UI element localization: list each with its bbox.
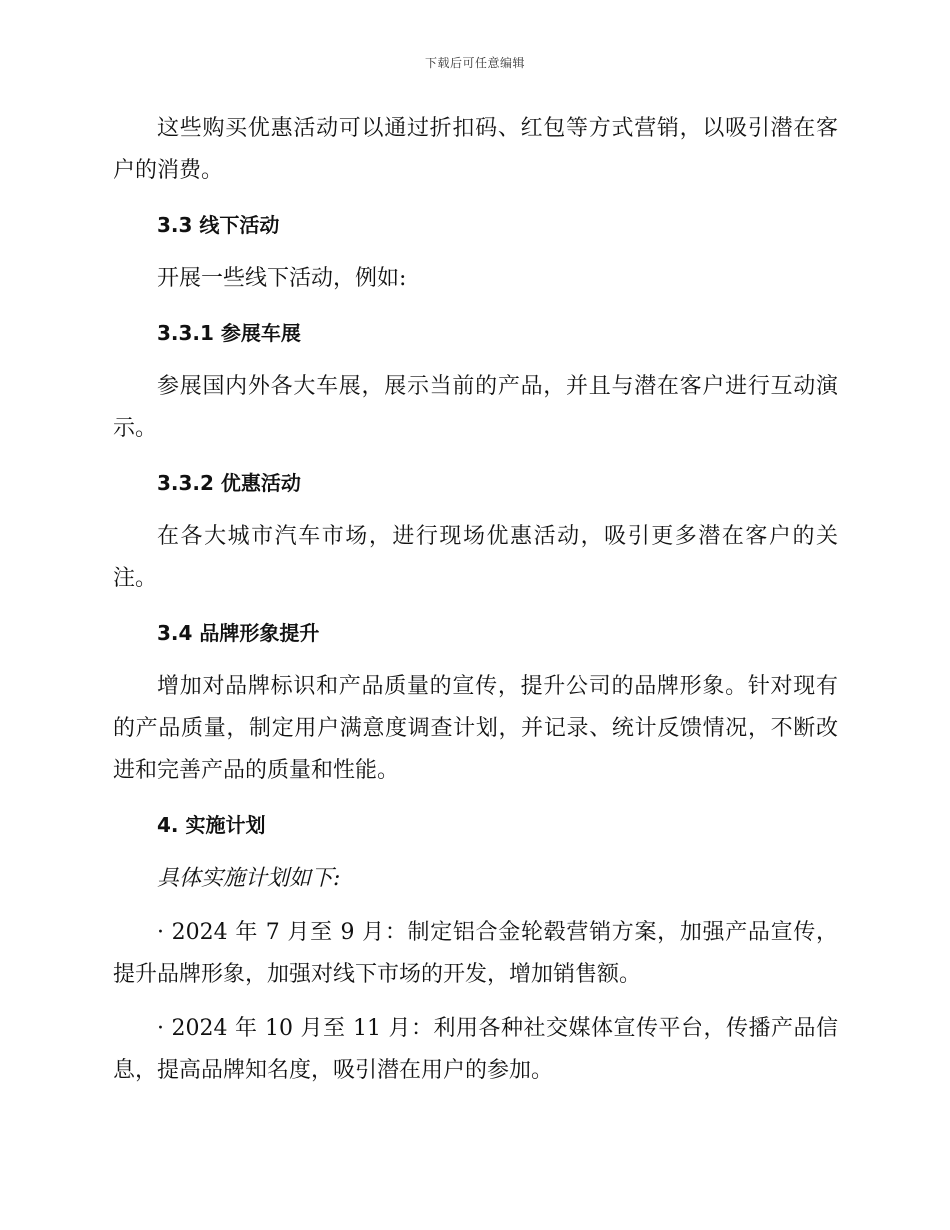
page-header: 下载后可任意编辑 <box>424 56 525 70</box>
document-body <box>113 108 838 1104</box>
heading-3-3-1: 3.3.1 参展车展 <box>157 321 301 345</box>
paragraph-auto-show: 参展国内外各大车展，展示当前的产品，并且与潜在客户进行互动演示。 <box>113 374 838 441</box>
plan-item-jul-sep: · 2024 年 7 月至 9 月：制定铝合金轮毂营销方案，加强产品宣传，提升品牌形象，加强对线下市场的开发，增加销售额。 <box>113 920 838 987</box>
heading-4: 4. 实施计划 <box>157 813 266 837</box>
heading-3-3-2: 3.3.2 优惠活动 <box>157 471 301 495</box>
heading-3-4: 3.4 品牌形象提升 <box>157 621 320 645</box>
paragraph-plan-intro: 具体实施计划如下: <box>157 866 341 891</box>
paragraph-brand-image: 增加对品牌标识和产品质量的宣传，提升公司的品牌形象。针对现有的产品质量，制定用户满意度调查计划，并记录、统计反馈情况，不断改进和完善产品的质量和性能。 <box>113 674 838 783</box>
paragraph-discount-marketing: 这些购买优惠活动可以通过折扣码、红包等方式营销，以吸引潜在客户的消费。 <box>113 116 838 183</box>
paragraph-onsite-promotion: 在各大城市汽车市场，进行现场优惠活动，吸引更多潜在客户的关注。 <box>113 524 838 591</box>
plan-item-oct-nov: · 2024 年 10 月至 11 月：利用各种社交媒体宣传平台，传播产品信息，提高品牌知名度，吸引潜在用户的参加。 <box>113 1016 838 1083</box>
heading-3-3: 3.3 线下活动 <box>157 213 280 237</box>
paragraph-offline-intro: 开展一些线下活动，例如: <box>157 266 407 291</box>
